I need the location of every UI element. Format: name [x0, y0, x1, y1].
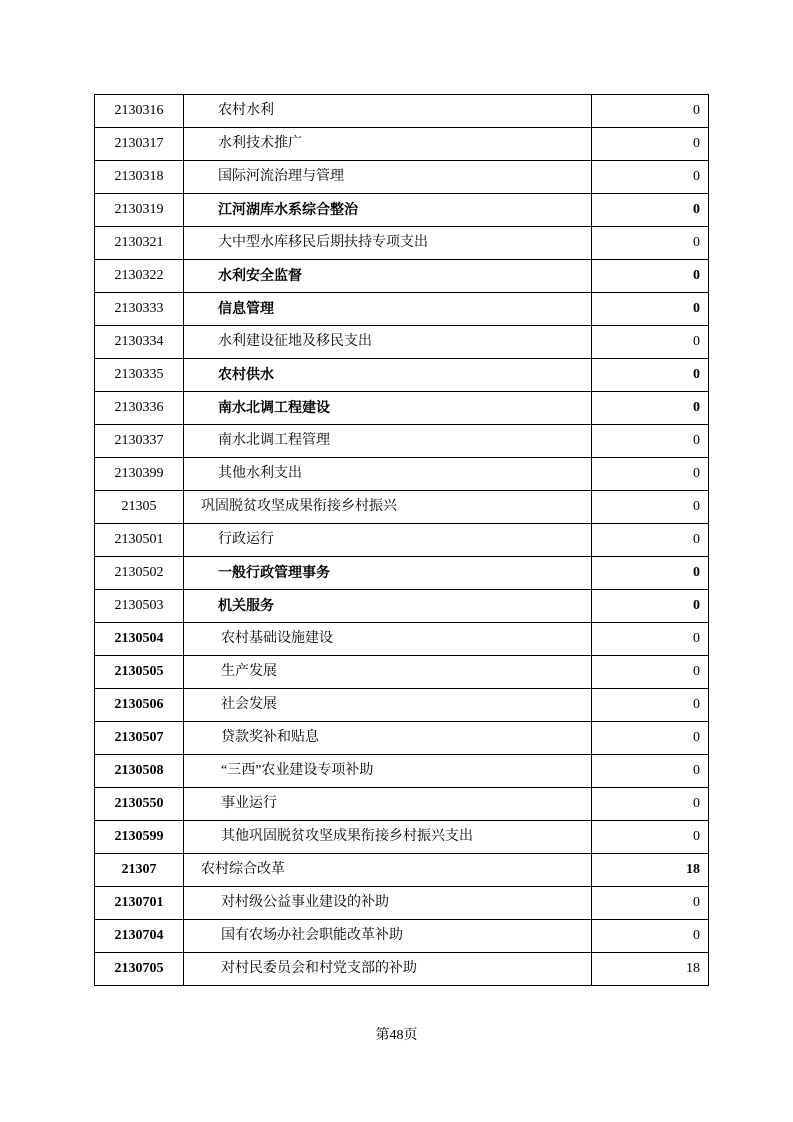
row-amount-cell: 0	[592, 656, 709, 689]
row-code-cell: 2130599	[95, 821, 184, 854]
table-row	[95, 821, 709, 854]
table-row	[95, 260, 709, 293]
row-name-cell: 水利建设征地及移民支出	[184, 326, 592, 359]
row-code-cell: 2130321	[95, 227, 184, 260]
table-row	[95, 656, 709, 689]
table-row	[95, 524, 709, 557]
row-name-cell: 生产发展	[184, 656, 592, 689]
table-row	[95, 392, 709, 425]
table-row	[95, 887, 709, 920]
table-row	[95, 95, 709, 128]
row-code-cell: 21307	[95, 854, 184, 887]
row-code-cell: 2130399	[95, 458, 184, 491]
row-code-cell: 2130502	[95, 557, 184, 590]
row-amount-cell: 0	[592, 755, 709, 788]
row-code-cell: 2130507	[95, 722, 184, 755]
row-name-cell: 农村综合改革	[184, 854, 592, 887]
table-row	[95, 293, 709, 326]
row-code-cell: 2130322	[95, 260, 184, 293]
row-code-cell: 2130705	[95, 953, 184, 986]
table-row	[95, 920, 709, 953]
row-amount-cell: 0	[592, 491, 709, 524]
row-amount-cell: 0	[592, 623, 709, 656]
row-name-cell: 对村级公益事业建设的补助	[184, 887, 592, 920]
row-name-cell: 其他巩固脱贫攻坚成果衔接乡村振兴支出	[184, 821, 592, 854]
table-row	[95, 491, 709, 524]
row-name-cell: 南水北调工程建设	[184, 392, 592, 425]
row-amount-cell: 0	[592, 722, 709, 755]
row-amount-cell: 0	[592, 557, 709, 590]
row-name-cell: 国有农场办社会职能改革补助	[184, 920, 592, 953]
table-row	[95, 557, 709, 590]
row-name-cell: 信息管理	[184, 293, 592, 326]
table-row	[95, 194, 709, 227]
row-amount-cell: 0	[592, 194, 709, 227]
row-amount-cell: 0	[592, 95, 709, 128]
row-name-cell: “三西”农业建设专项补助	[184, 755, 592, 788]
row-amount-cell: 0	[592, 425, 709, 458]
row-name-cell: 农村水利	[184, 95, 592, 128]
row-name-cell: 贷款奖补和贴息	[184, 722, 592, 755]
budget-table	[94, 94, 709, 986]
row-name-cell: 大中型水库移民后期扶持专项支出	[184, 227, 592, 260]
table-row	[95, 326, 709, 359]
table-row	[95, 161, 709, 194]
table-row	[95, 755, 709, 788]
row-code-cell: 2130503	[95, 590, 184, 623]
table-row	[95, 623, 709, 656]
table-row	[95, 689, 709, 722]
table-row	[95, 227, 709, 260]
row-amount-cell: 0	[592, 689, 709, 722]
row-name-cell: 农村基础设施建设	[184, 623, 592, 656]
table-row	[95, 458, 709, 491]
row-name-cell: 其他水利支出	[184, 458, 592, 491]
row-name-cell: 农村供水	[184, 359, 592, 392]
row-name-cell: 江河湖库水系综合整治	[184, 194, 592, 227]
row-code-cell: 2130504	[95, 623, 184, 656]
table-row	[95, 359, 709, 392]
row-amount-cell: 0	[592, 392, 709, 425]
row-amount-cell: 0	[592, 920, 709, 953]
row-amount-cell: 0	[592, 326, 709, 359]
row-name-cell: 国际河流治理与管理	[184, 161, 592, 194]
row-code-cell: 2130337	[95, 425, 184, 458]
row-amount-cell: 0	[592, 227, 709, 260]
row-amount-cell: 0	[592, 821, 709, 854]
row-name-cell: 事业运行	[184, 788, 592, 821]
row-amount-cell: 0	[592, 128, 709, 161]
row-amount-cell: 0	[592, 260, 709, 293]
row-amount-cell: 0	[592, 887, 709, 920]
row-code-cell: 2130318	[95, 161, 184, 194]
row-amount-cell: 0	[592, 788, 709, 821]
row-name-cell: 社会发展	[184, 689, 592, 722]
row-code-cell: 2130336	[95, 392, 184, 425]
row-amount-cell: 18	[592, 953, 709, 986]
row-name-cell: 巩固脱贫攻坚成果衔接乡村振兴	[184, 491, 592, 524]
row-name-cell: 一般行政管理事务	[184, 557, 592, 590]
row-code-cell: 2130704	[95, 920, 184, 953]
row-code-cell: 2130506	[95, 689, 184, 722]
row-name-cell: 水利安全监督	[184, 260, 592, 293]
row-code-cell: 2130335	[95, 359, 184, 392]
table-row	[95, 590, 709, 623]
row-name-cell: 机关服务	[184, 590, 592, 623]
row-code-cell: 2130505	[95, 656, 184, 689]
row-amount-cell: 0	[592, 590, 709, 623]
row-code-cell: 2130508	[95, 755, 184, 788]
row-code-cell: 2130334	[95, 326, 184, 359]
row-amount-cell: 0	[592, 293, 709, 326]
row-code-cell: 2130316	[95, 95, 184, 128]
row-name-cell: 行政运行	[184, 524, 592, 557]
row-code-cell: 2130319	[95, 194, 184, 227]
table-row	[95, 425, 709, 458]
row-code-cell: 2130317	[95, 128, 184, 161]
table-row	[95, 788, 709, 821]
row-amount-cell: 0	[592, 359, 709, 392]
row-amount-cell: 0	[592, 524, 709, 557]
row-amount-cell: 0	[592, 161, 709, 194]
row-name-cell: 对村民委员会和村党支部的补助	[184, 953, 592, 986]
row-code-cell: 2130501	[95, 524, 184, 557]
table-row	[95, 128, 709, 161]
table-body	[95, 95, 709, 986]
row-amount-cell: 0	[592, 458, 709, 491]
row-code-cell: 2130550	[95, 788, 184, 821]
row-name-cell: 南水北调工程管理	[184, 425, 592, 458]
row-name-cell: 水利技术推广	[184, 128, 592, 161]
table-row	[95, 722, 709, 755]
row-amount-cell: 18	[592, 854, 709, 887]
row-code-cell: 2130333	[95, 293, 184, 326]
row-code-cell: 2130701	[95, 887, 184, 920]
row-code-cell: 21305	[95, 491, 184, 524]
table-row	[95, 953, 709, 986]
page-number: 第48页	[375, 1028, 418, 1043]
table-row	[95, 854, 709, 887]
